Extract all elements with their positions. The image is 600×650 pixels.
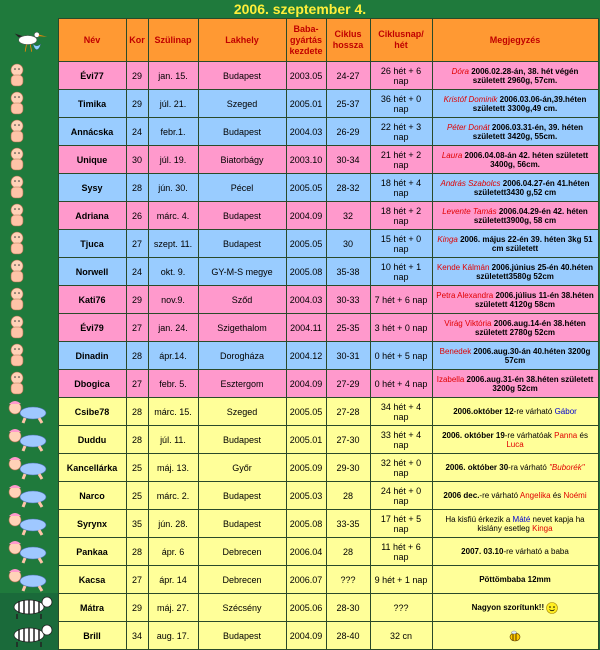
note-fragment: Virág Viktória bbox=[444, 318, 492, 328]
cycle-day-cell: 3 hét + 0 nap bbox=[370, 314, 432, 342]
note-fragment: Kinga bbox=[532, 523, 553, 533]
note-fragment: Izabella bbox=[436, 374, 465, 384]
crawling-baby-icon bbox=[3, 444, 57, 454]
baby-icon bbox=[3, 388, 57, 398]
cycle-day-cell: 22 hét + 3 nap bbox=[370, 118, 432, 146]
start-cell: 2005.09 bbox=[286, 454, 326, 482]
birthday-cell: febr. 5. bbox=[148, 370, 198, 398]
start-cell: 2004.09 bbox=[286, 622, 326, 650]
birthday-cell: júl. 19. bbox=[148, 146, 198, 174]
cycle-day-cell: 33 hét + 4 nap bbox=[370, 426, 432, 454]
baby-icon bbox=[3, 192, 57, 202]
note-cell bbox=[432, 482, 598, 510]
start-cell: 2004.09 bbox=[286, 202, 326, 230]
birthday-cell: nov.9. bbox=[148, 286, 198, 314]
row-icon-cell bbox=[2, 286, 58, 314]
row-icon-cell bbox=[2, 398, 58, 426]
age-cell: 28 bbox=[126, 538, 148, 566]
row-icon-cell bbox=[2, 426, 58, 454]
table-row bbox=[2, 286, 598, 314]
cycle-length-cell: 30-34 bbox=[326, 146, 370, 174]
cycle-length-cell: 30 bbox=[326, 230, 370, 258]
residence-cell: Budapest bbox=[198, 510, 286, 538]
baby-icon bbox=[3, 136, 57, 146]
note-cell bbox=[432, 566, 598, 594]
note-fragment: 2006 dec. bbox=[443, 491, 480, 500]
cycle-day-cell: 9 hét + 1 nap bbox=[370, 566, 432, 594]
member-name: Kati76 bbox=[58, 286, 126, 314]
row-icon-cell bbox=[2, 594, 58, 622]
note-fragment: Gábor bbox=[554, 407, 577, 416]
crawling-baby-icon bbox=[3, 528, 57, 538]
age-cell: 29 bbox=[126, 594, 148, 622]
crawling-baby-icon bbox=[3, 584, 57, 594]
note-cell bbox=[432, 146, 598, 174]
row-icon-cell bbox=[2, 146, 58, 174]
note-cell bbox=[432, 202, 598, 230]
note-fragment: Kristóf Dominik bbox=[443, 94, 498, 104]
cycle-day-cell: 0 hét + 5 nap bbox=[370, 342, 432, 370]
start-cell: 2006.07 bbox=[286, 566, 326, 594]
birthday-cell: jan. 24. bbox=[148, 314, 198, 342]
note-cell bbox=[432, 258, 598, 286]
col-header-residence: Lakhely bbox=[198, 19, 286, 62]
note-cell bbox=[432, 90, 598, 118]
age-cell: 30 bbox=[126, 146, 148, 174]
member-name: Dbogica bbox=[58, 370, 126, 398]
smiley-icon bbox=[544, 603, 558, 612]
note-fragment: 2006.június 25-én 40.héten született3580g 52cm bbox=[476, 262, 594, 281]
table-row bbox=[2, 566, 598, 594]
member-name: Dinadin bbox=[58, 342, 126, 370]
note-fragment: Péter Donát bbox=[446, 122, 490, 132]
cycle-length-cell: 28-40 bbox=[326, 622, 370, 650]
start-cell: 2004.03 bbox=[286, 286, 326, 314]
row-icon-cell bbox=[2, 454, 58, 482]
birthday-cell: márc. 15. bbox=[148, 398, 198, 426]
member-name: Duddu bbox=[58, 426, 126, 454]
age-cell: 29 bbox=[126, 90, 148, 118]
cycle-day-cell: 11 hét + 6 nap bbox=[370, 538, 432, 566]
note-fragment: Kende Kálmán bbox=[436, 262, 490, 272]
member-name: Syrynx bbox=[58, 510, 126, 538]
col-header-cycle-length: Ciklus hossza bbox=[326, 19, 370, 62]
note-fragment: 2006.04.29-én 42. héten született3900g, 58 cm bbox=[473, 206, 588, 225]
crawling-baby-icon bbox=[3, 500, 57, 510]
member-name: Évi77 bbox=[58, 62, 126, 90]
row-icon-cell bbox=[2, 62, 58, 90]
start-cell: 2005.01 bbox=[286, 426, 326, 454]
member-name: Pankaa bbox=[58, 538, 126, 566]
cycle-day-cell: 32 cn bbox=[370, 622, 432, 650]
age-cell: 34 bbox=[126, 622, 148, 650]
bee-icon bbox=[507, 631, 523, 640]
start-cell: 2005.08 bbox=[286, 510, 326, 538]
start-cell: 2004.03 bbox=[286, 118, 326, 146]
residence-cell: Dorogháza bbox=[198, 342, 286, 370]
member-name: Brill bbox=[58, 622, 126, 650]
birthday-cell: jan. 15. bbox=[148, 62, 198, 90]
table-row bbox=[2, 230, 598, 258]
note-cell bbox=[432, 454, 598, 482]
col-header-start: Baba-gyártás kezdete bbox=[286, 19, 326, 62]
note-fragment: 2006.július 11-én 38.héten született 4120g 58cm bbox=[474, 290, 594, 309]
start-cell: 2004.09 bbox=[286, 370, 326, 398]
note-fragment: 2006.aug.30-án 40.héten 3200g 57cm bbox=[471, 346, 591, 365]
row-icon-cell bbox=[2, 370, 58, 398]
note-fragment: Máté bbox=[512, 514, 531, 524]
cycle-length-cell: 28 bbox=[326, 482, 370, 510]
birthday-cell: júl. 11. bbox=[148, 426, 198, 454]
member-name: Mátra bbox=[58, 594, 126, 622]
header-row bbox=[2, 19, 598, 62]
table-row bbox=[2, 510, 598, 538]
member-name: Sysy bbox=[58, 174, 126, 202]
age-cell: 28 bbox=[126, 426, 148, 454]
row-icon-cell bbox=[2, 314, 58, 342]
member-name: Évi79 bbox=[58, 314, 126, 342]
member-name: Tjuca bbox=[58, 230, 126, 258]
col-header-birthday: Szülinap bbox=[148, 19, 198, 62]
age-cell: 24 bbox=[126, 258, 148, 286]
note-fragment: 2006. október 30 bbox=[445, 463, 509, 472]
crawling-baby-icon bbox=[3, 416, 57, 426]
birthday-cell: ápr.14. bbox=[148, 342, 198, 370]
residence-cell: Sződ bbox=[198, 286, 286, 314]
residence-cell: Debrecen bbox=[198, 566, 286, 594]
note-fragment: 2006.03.06-án,39.héten született 3300g,49 cm. bbox=[472, 94, 587, 113]
page-title: 2006. szeptember 4. bbox=[233, 1, 367, 17]
note-fragment: 2006.aug.14-én 38.héten született 2780g 52cm bbox=[474, 318, 586, 337]
cycle-length-cell: 29-30 bbox=[326, 454, 370, 482]
row-icon-cell bbox=[2, 90, 58, 118]
note-fragment: 2006.02.28-án, 38. hét végén született 2960g, 57cm. bbox=[468, 66, 579, 85]
row-icon-cell bbox=[2, 258, 58, 286]
birthday-cell: febr.1. bbox=[148, 118, 198, 146]
note-fragment: Panna bbox=[554, 430, 578, 440]
note-fragment: Kinga bbox=[437, 234, 458, 244]
cycle-length-cell: 27-30 bbox=[326, 426, 370, 454]
note-fragment: Petra Alexandra bbox=[436, 290, 494, 300]
note-fragment: 2006. május 22-én 39. héten 3kg 51 cm született bbox=[457, 234, 593, 253]
table-row bbox=[2, 342, 598, 370]
cycle-length-cell: 28 bbox=[326, 538, 370, 566]
table-row bbox=[2, 314, 598, 342]
row-icon-cell bbox=[2, 342, 58, 370]
note-cell bbox=[432, 370, 598, 398]
start-cell: 2005.05 bbox=[286, 398, 326, 426]
note-fragment: Luca bbox=[506, 439, 524, 449]
start-cell: 2005.01 bbox=[286, 90, 326, 118]
cycle-day-cell: 15 hét + 0 nap bbox=[370, 230, 432, 258]
cycle-length-cell: 28-32 bbox=[326, 174, 370, 202]
age-cell: 27 bbox=[126, 370, 148, 398]
zebra-icon bbox=[3, 612, 57, 622]
baby-icon bbox=[3, 108, 57, 118]
member-name: Timika bbox=[58, 90, 126, 118]
note-fragment: 2006. október 19 bbox=[442, 430, 505, 440]
stork-cell bbox=[2, 19, 58, 62]
start-cell: 2004.12 bbox=[286, 342, 326, 370]
residence-cell: Budapest bbox=[198, 426, 286, 454]
residence-cell: Pécel bbox=[198, 174, 286, 202]
birthday-cell: jún. 28. bbox=[148, 510, 198, 538]
table-row bbox=[2, 426, 598, 454]
baby-icon bbox=[3, 220, 57, 230]
row-icon-cell bbox=[2, 510, 58, 538]
residence-cell: Budapest bbox=[198, 118, 286, 146]
row-icon-cell bbox=[2, 566, 58, 594]
crawling-baby-icon bbox=[3, 556, 57, 566]
cycle-length-cell: 27-29 bbox=[326, 370, 370, 398]
residence-cell: GY-M-S megye bbox=[198, 258, 286, 286]
table-row bbox=[2, 398, 598, 426]
birthday-cell: jún. 30. bbox=[148, 174, 198, 202]
note-cell bbox=[432, 510, 598, 538]
note-fragment: Pöttömbaba 12mm bbox=[479, 575, 551, 584]
baby-icon bbox=[3, 360, 57, 370]
age-cell: 28 bbox=[126, 342, 148, 370]
note-fragment: 2006.03.31-én, 39. héten született 3420g, 55cm. bbox=[472, 122, 584, 141]
note-fragment: 2006.04.08-án 42. héten született 3400g, 56cm. bbox=[462, 150, 589, 169]
note-fragment: Ha kisfiú érkezik a bbox=[445, 514, 513, 524]
start-cell: 2006.04 bbox=[286, 538, 326, 566]
cycle-length-cell: 28-30 bbox=[326, 594, 370, 622]
note-fragment: -re várható a baba bbox=[503, 547, 569, 556]
start-cell: 2005.05 bbox=[286, 230, 326, 258]
cycle-length-cell: 33-35 bbox=[326, 510, 370, 538]
note-cell bbox=[432, 174, 598, 202]
member-name: Unique bbox=[58, 146, 126, 174]
row-icon-cell bbox=[2, 230, 58, 258]
residence-cell: Budapest bbox=[198, 202, 286, 230]
table-row bbox=[2, 622, 598, 650]
birthday-cell: ápr. 6 bbox=[148, 538, 198, 566]
age-cell: 24 bbox=[126, 118, 148, 146]
row-icon-cell bbox=[2, 174, 58, 202]
birthday-cell: máj. 27. bbox=[148, 594, 198, 622]
table-row bbox=[2, 538, 598, 566]
residence-cell: Szeged bbox=[198, 90, 286, 118]
member-name: Kacsa bbox=[58, 566, 126, 594]
baby-icon bbox=[3, 304, 57, 314]
table-row bbox=[2, 62, 598, 90]
member-name: Csibe78 bbox=[58, 398, 126, 426]
cycle-length-cell: 30-33 bbox=[326, 286, 370, 314]
start-cell: 2005.08 bbox=[286, 258, 326, 286]
residence-cell: Budapest bbox=[198, 622, 286, 650]
cycle-day-cell: 34 hét + 4 nap bbox=[370, 398, 432, 426]
table-row bbox=[2, 454, 598, 482]
note-fragment: -ra várható bbox=[508, 463, 550, 472]
cycle-day-cell: 18 hét + 4 nap bbox=[370, 174, 432, 202]
note-fragment: Angelika bbox=[519, 491, 551, 500]
note-fragment: 2006.aug.31-én 38.héten született 3200g 52cm bbox=[464, 374, 594, 393]
table-row bbox=[2, 594, 598, 622]
birthday-cell: aug. 17. bbox=[148, 622, 198, 650]
note-fragment: 2006.04.27-én 41.héten született3430 g,52 cm bbox=[473, 178, 590, 197]
note-cell bbox=[432, 426, 598, 454]
cycle-length-cell: 24-27 bbox=[326, 62, 370, 90]
residence-cell: Szigethalom bbox=[198, 314, 286, 342]
age-cell: 29 bbox=[126, 286, 148, 314]
birthday-cell: okt. 9. bbox=[148, 258, 198, 286]
residence-cell: Esztergom bbox=[198, 370, 286, 398]
table-row bbox=[2, 90, 598, 118]
start-cell: 2005.05 bbox=[286, 174, 326, 202]
note-fragment: nevet kapja ha kislány esetleg bbox=[477, 514, 585, 533]
birthday-cell: szept. 11. bbox=[148, 230, 198, 258]
residence-cell: Debrecen bbox=[198, 538, 286, 566]
residence-cell: Budapest bbox=[198, 230, 286, 258]
start-cell: 2003.05 bbox=[286, 62, 326, 90]
member-name: Norwell bbox=[58, 258, 126, 286]
age-cell: 27 bbox=[126, 566, 148, 594]
row-icon-cell bbox=[2, 118, 58, 146]
table-row bbox=[2, 174, 598, 202]
residence-cell: Biatorbágy bbox=[198, 146, 286, 174]
note-fragment: -re várható bbox=[479, 491, 520, 500]
residence-cell: Budapest bbox=[198, 482, 286, 510]
residence-cell: Szécsény bbox=[198, 594, 286, 622]
start-cell: 2003.10 bbox=[286, 146, 326, 174]
note-fragment: András Szabolcs bbox=[440, 178, 501, 188]
cycle-day-cell: 24 hét + 0 nap bbox=[370, 482, 432, 510]
birthday-cell: máj. 13. bbox=[148, 454, 198, 482]
age-cell: 35 bbox=[126, 510, 148, 538]
table-row bbox=[2, 370, 598, 398]
age-cell: 25 bbox=[126, 454, 148, 482]
member-name: Narco bbox=[58, 482, 126, 510]
cycle-day-cell: 21 hét + 2 nap bbox=[370, 146, 432, 174]
start-cell: 2004.11 bbox=[286, 314, 326, 342]
age-cell: 28 bbox=[126, 174, 148, 202]
row-icon-cell bbox=[2, 202, 58, 230]
row-icon-cell bbox=[2, 622, 58, 650]
note-fragment: 2006.október 12 bbox=[453, 407, 514, 416]
member-name: Annácska bbox=[58, 118, 126, 146]
member-name: Kancellárka bbox=[58, 454, 126, 482]
table-row bbox=[2, 258, 598, 286]
note-cell bbox=[432, 118, 598, 146]
row-icon-cell bbox=[2, 538, 58, 566]
stork-icon bbox=[4, 27, 58, 53]
note-fragment: Laura bbox=[441, 150, 463, 160]
baby-icon bbox=[3, 248, 57, 258]
baby-icon bbox=[3, 80, 57, 90]
cycle-day-cell: 7 hét + 6 nap bbox=[370, 286, 432, 314]
cycle-length-cell: 25-35 bbox=[326, 314, 370, 342]
zebra-icon bbox=[3, 640, 57, 650]
cycle-day-cell: 32 hét + 0 nap bbox=[370, 454, 432, 482]
cycle-day-cell: 26 hét + 6 nap bbox=[370, 62, 432, 90]
baby-icon bbox=[3, 332, 57, 342]
note-fragment: Noémi bbox=[563, 491, 587, 500]
note-fragment: -re várhatóak bbox=[504, 430, 555, 440]
residence-cell: Szeged bbox=[198, 398, 286, 426]
member-name: Adriana bbox=[58, 202, 126, 230]
cycle-length-cell: ??? bbox=[326, 566, 370, 594]
cycle-day-cell: ??? bbox=[370, 594, 432, 622]
note-cell bbox=[432, 342, 598, 370]
table-body bbox=[2, 62, 598, 650]
note-cell bbox=[432, 230, 598, 258]
note-fragment: 2007. 03.10 bbox=[461, 547, 504, 556]
cycle-day-cell: 10 hét + 1 nap bbox=[370, 258, 432, 286]
cycle-length-cell: 32 bbox=[326, 202, 370, 230]
residence-cell: Budapest bbox=[198, 62, 286, 90]
cycle-day-cell: 17 hét + 5 nap bbox=[370, 510, 432, 538]
note-cell bbox=[432, 286, 598, 314]
row-icon-cell bbox=[2, 482, 58, 510]
cycle-day-cell: 18 hét + 2 nap bbox=[370, 202, 432, 230]
cycle-length-cell: 27-28 bbox=[326, 398, 370, 426]
note-cell bbox=[432, 62, 598, 90]
cycle-length-cell: 25-37 bbox=[326, 90, 370, 118]
col-header-name: Név bbox=[58, 19, 126, 62]
age-cell: 28 bbox=[126, 398, 148, 426]
age-cell: 27 bbox=[126, 230, 148, 258]
cycle-length-cell: 30-31 bbox=[326, 342, 370, 370]
col-header-cycle-day: Ciklusnap/ hét bbox=[370, 19, 432, 62]
cycle-length-cell: 26-29 bbox=[326, 118, 370, 146]
birthday-cell: márc. 2. bbox=[148, 482, 198, 510]
birthday-cell: ápr. 14 bbox=[148, 566, 198, 594]
col-header-age: Kor bbox=[126, 19, 148, 62]
members-table bbox=[2, 18, 599, 650]
note-cell bbox=[432, 314, 598, 342]
note-fragment: Levente Tamás bbox=[442, 206, 497, 216]
age-cell: 26 bbox=[126, 202, 148, 230]
note-fragment: és bbox=[550, 491, 564, 500]
note-fragment: Benedek bbox=[439, 346, 472, 356]
residence-cell: Győr bbox=[198, 454, 286, 482]
note-fragment: Dóra bbox=[451, 66, 469, 76]
note-cell bbox=[432, 398, 598, 426]
cycle-day-cell: 0 hét + 4 nap bbox=[370, 370, 432, 398]
table-row bbox=[2, 202, 598, 230]
note-cell bbox=[432, 538, 598, 566]
table-row bbox=[2, 146, 598, 174]
table-row bbox=[2, 482, 598, 510]
note-fragment: Nagyon szorítunk!! bbox=[471, 602, 545, 612]
note-cell bbox=[432, 622, 598, 650]
start-cell: 2005.06 bbox=[286, 594, 326, 622]
table-row bbox=[2, 118, 598, 146]
cycle-day-cell: 36 hét + 0 nap bbox=[370, 90, 432, 118]
age-cell: 29 bbox=[126, 62, 148, 90]
note-fragment: -re várható bbox=[513, 407, 555, 416]
crawling-baby-icon bbox=[3, 472, 57, 482]
start-cell: 2005.03 bbox=[286, 482, 326, 510]
baby-icon bbox=[3, 164, 57, 174]
col-header-note: Megjegyzés bbox=[432, 19, 598, 62]
cycle-length-cell: 35-38 bbox=[326, 258, 370, 286]
age-cell: 27 bbox=[126, 314, 148, 342]
baby-icon bbox=[3, 276, 57, 286]
note-fragment: és bbox=[577, 430, 588, 440]
note-fragment: "Buborék" bbox=[549, 463, 585, 472]
birthday-cell: márc. 4. bbox=[148, 202, 198, 230]
note-cell bbox=[432, 594, 598, 622]
birthday-cell: júl. 21. bbox=[148, 90, 198, 118]
age-cell: 25 bbox=[126, 482, 148, 510]
